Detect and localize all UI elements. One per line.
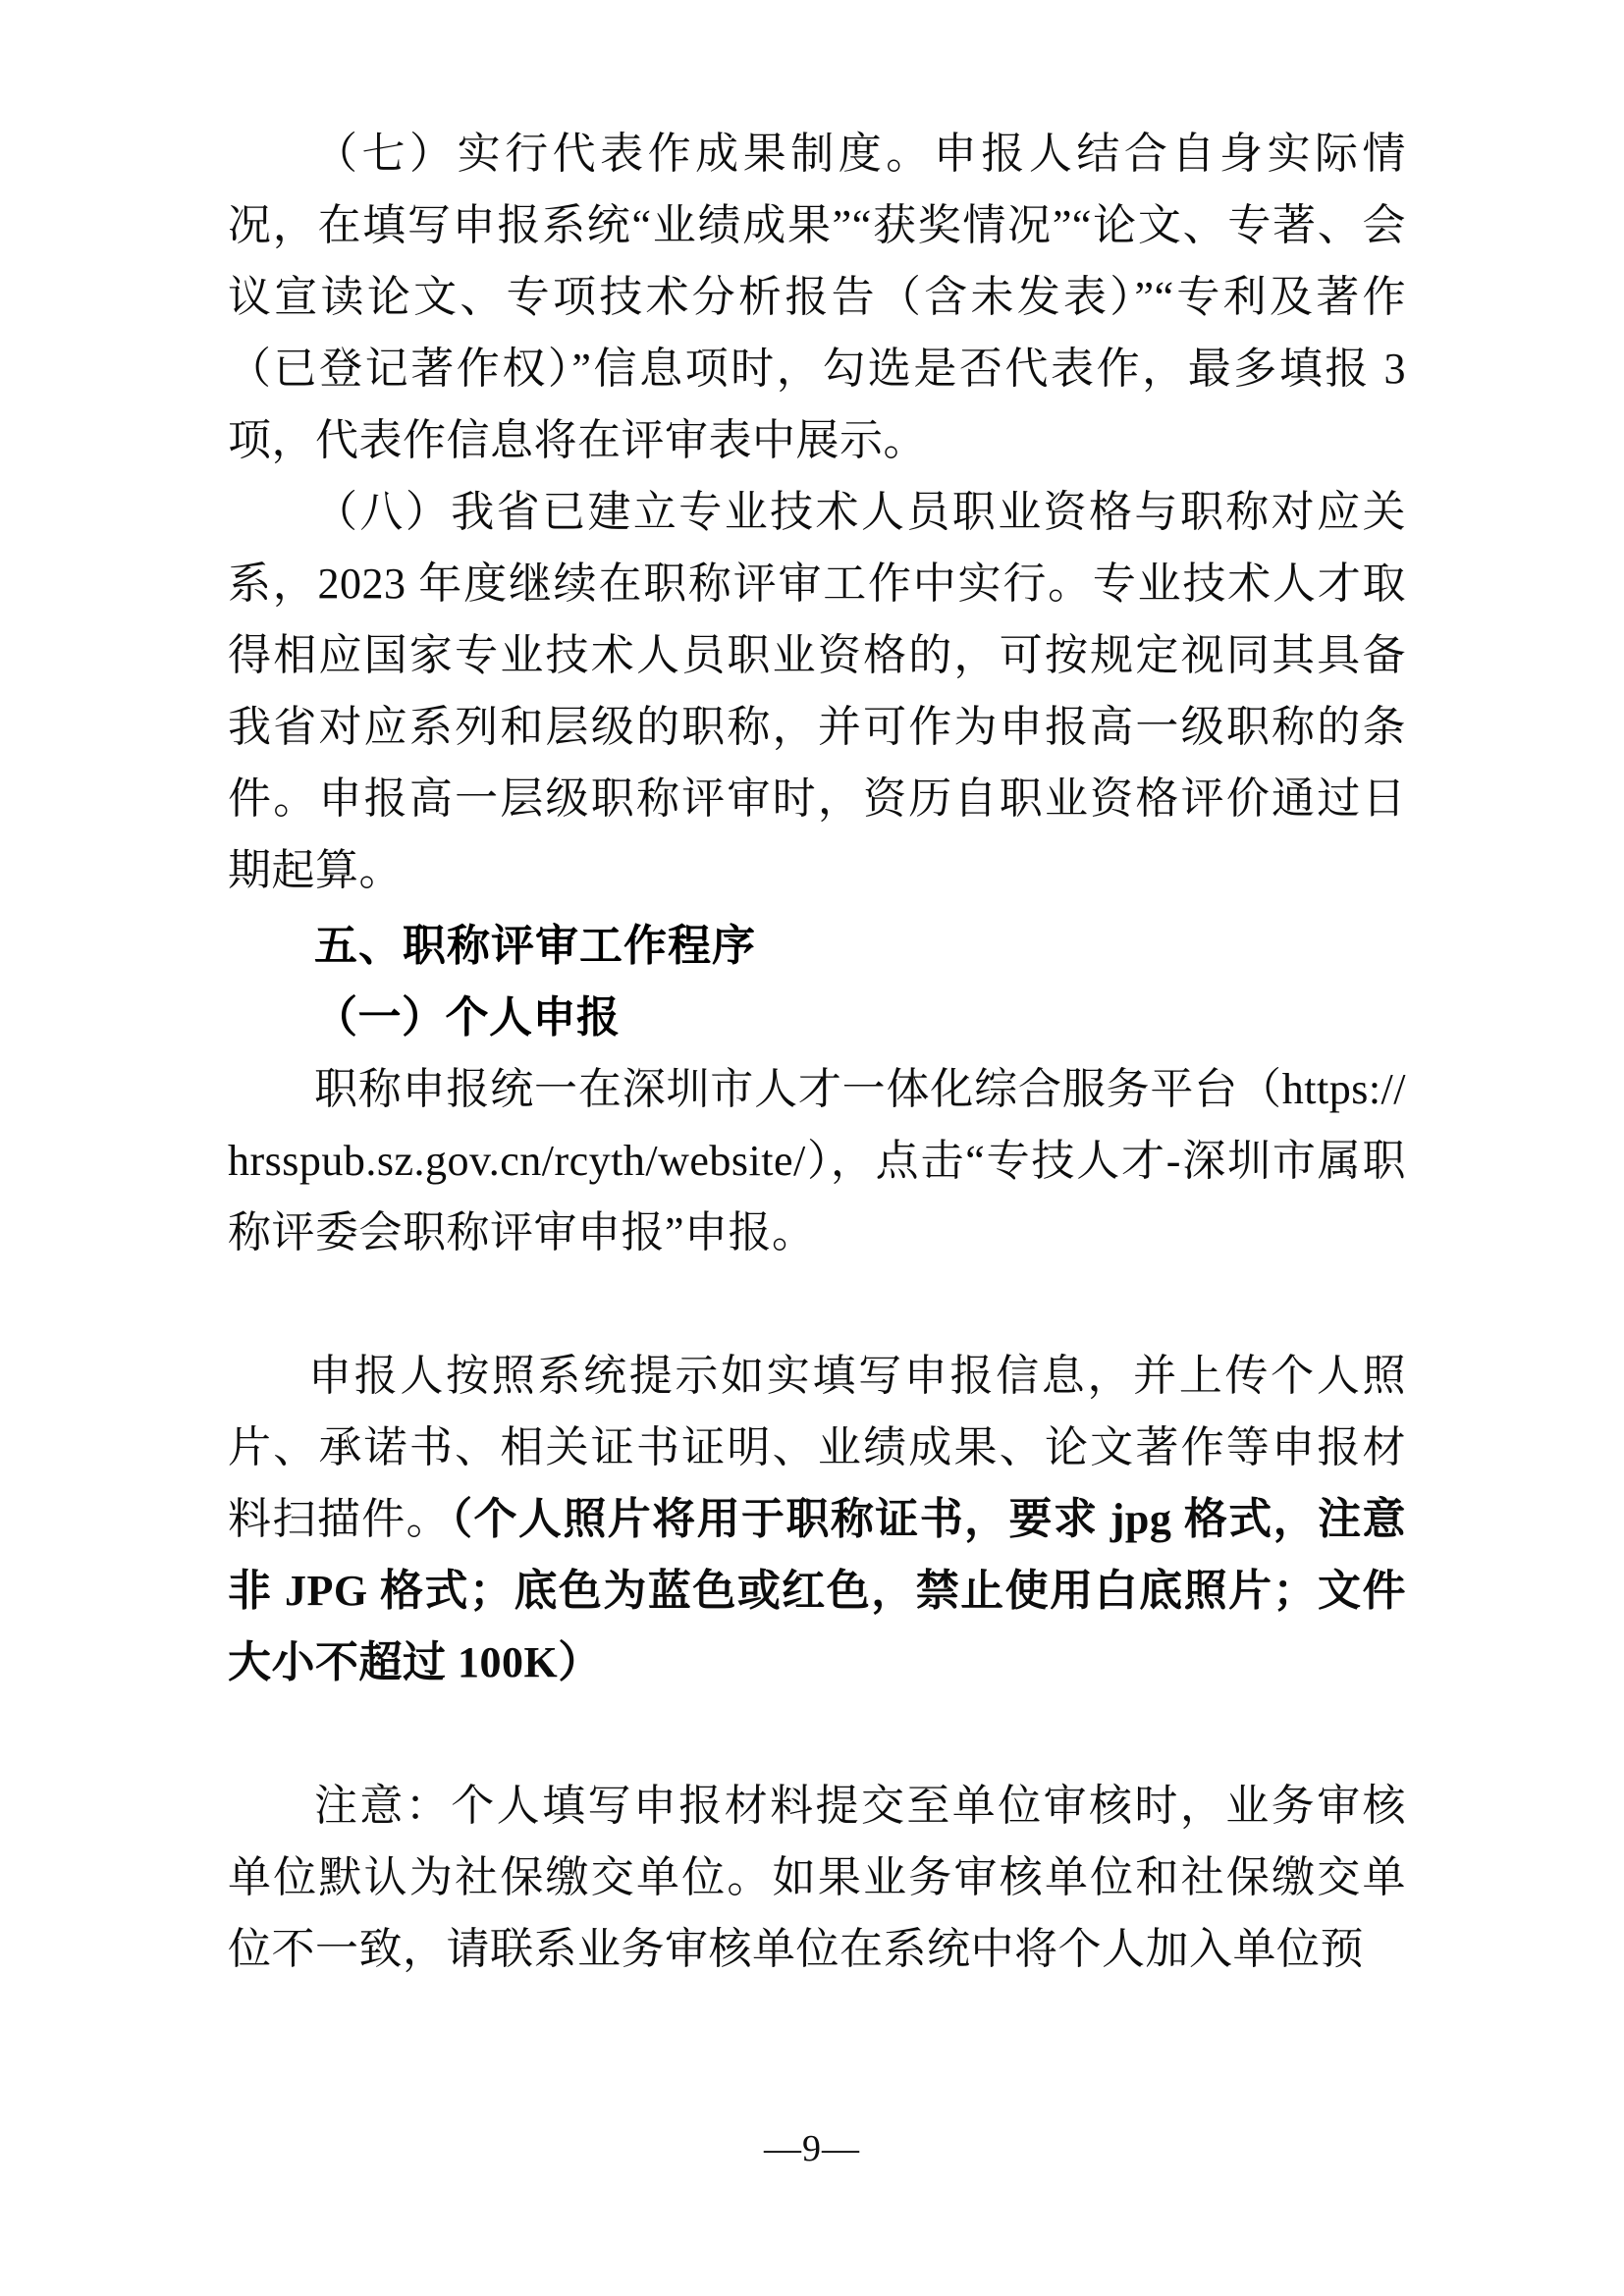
paragraph-platform-url: 职称申报统一在深圳市人才一体化综合服务平台（https://hrsspub.sz.gov.cn/rcyth/website/），点击“专技人才-深圳市属职称评委会职称评审申报”申报。 bbox=[228, 1065, 1406, 1256]
page-body bbox=[228, 118, 1418, 1985]
subsection-heading-one: （一）个人申报 bbox=[314, 993, 621, 1041]
page-number: —9— bbox=[764, 2128, 860, 2169]
materials-bold-photo-requirements: （个人照片将用于职称证书，要求 jpg 格式，注意非 JPG 格式；底色为蓝色或红色，禁止使用白底照片；文件大小不超过 100K） bbox=[228, 1495, 1406, 1686]
paragraph-application-materials bbox=[228, 1268, 1406, 1770]
materials-plain-run: 申报人按照系统提示如实填写申报信息，并上传个人照片、承诺书、相关证书证明、业绩成果、论文著作等申报材料扫描件。 bbox=[228, 1352, 1407, 1543]
section-heading-five: 五、职称评审工作程序 bbox=[314, 922, 756, 970]
paragraph-item-7: （七）实行代表作成果制度。申报人结合自身实际情况，在填写申报系统“业绩成果”“获奖情况”“论文、专著、会议宣读论文、专项技术分析报告（含未发表）”“专利及著作（已登记著作权）”信息项时，勾选是否代表作，最多填报 3 项，代表作信息将在评审表中展示。 bbox=[228, 130, 1418, 464]
paragraph-note: 注意：个人填写申报材料提交至单位审核时，业务审核单位默认为社保缴交单位。如果业务审核单位和社保缴交单位不一致，请联系业务审核单位在系统中将个人加入单位预 bbox=[228, 1782, 1406, 1973]
page-footer bbox=[0, 2127, 1624, 2170]
paragraph-item-8: （八）我省已建立专业技术人员职业资格与职称对应关系，2023 年度继续在职称评审工作中实行。专业技术人才取得相应国家专业技术人员职业资格的，可按规定视同其具备我省对应系列和层级的职称，并可作为申报高一级职称的条件。申报高一层级职称评审时，资历自职业资格评价通过日期起算。 bbox=[228, 488, 1406, 894]
